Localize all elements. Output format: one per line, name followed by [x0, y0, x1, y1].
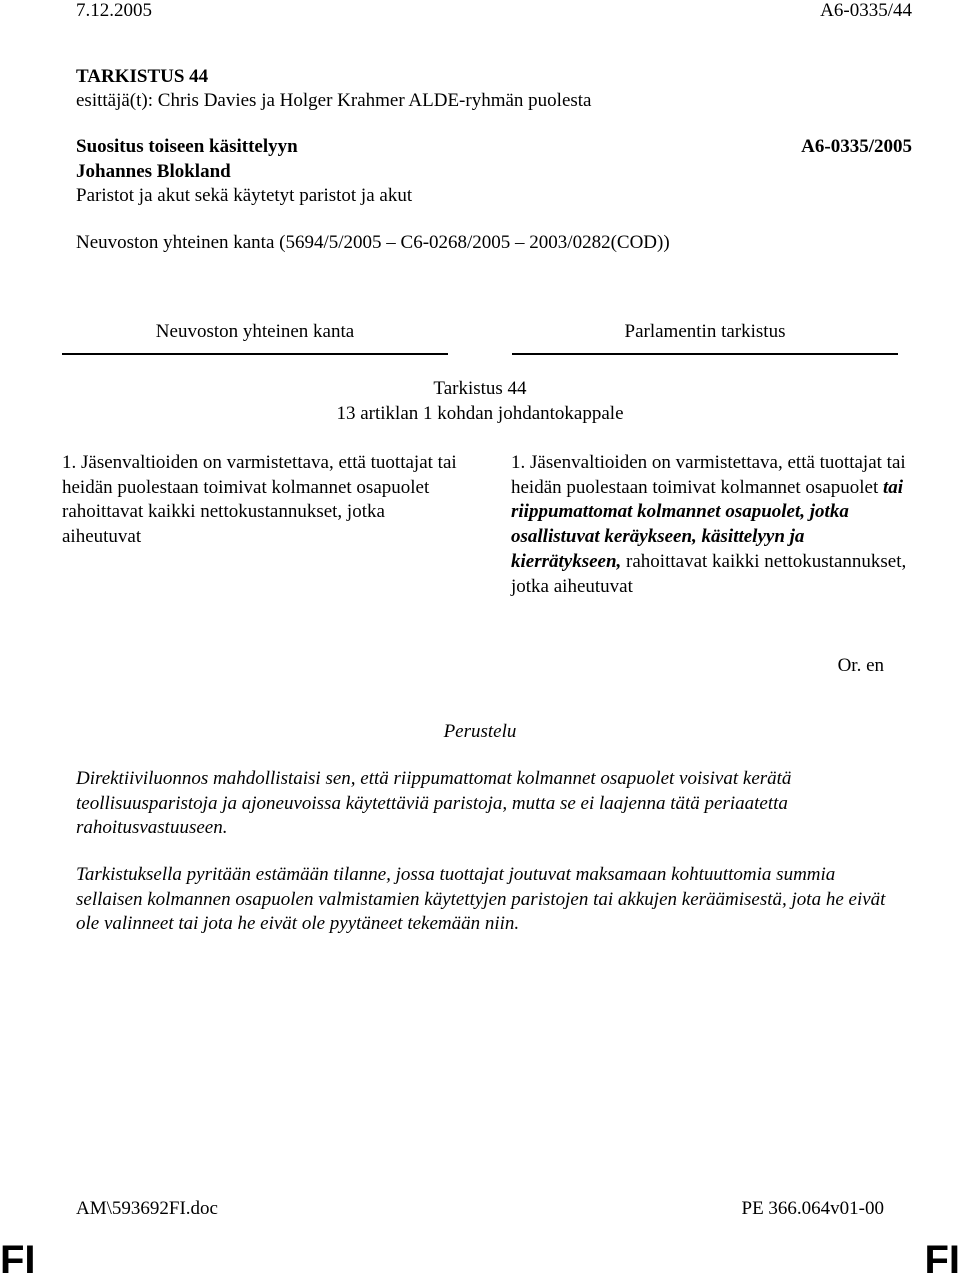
- language-code-left: FI: [0, 1238, 36, 1282]
- right-column-header: Parlamentin tarkistus: [624, 321, 786, 342]
- report-subject: Paristot ja akut sekä käytetyt paristot ja akut: [76, 185, 413, 206]
- left-header-rule: [62, 353, 448, 355]
- justification-paragraph-1: Direktiiviluonnos mahdollistaisi sen, että riippumattomat kolmannet osapuolet voisivat kerätä teollisuusparistoja ja ajoneuvoissa käytettäviä paristoja, mutta se ei laajenna tätä periaatetta rahoitusvastuuseen.: [76, 768, 792, 838]
- header-date: 7.12.2005: [76, 0, 152, 21]
- left-column-header: Neuvoston yhteinen kanta: [155, 321, 355, 342]
- justification-paragraph-2: Tarkistuksella pyritään estämään tilanne, jossa tuottajat joutuvat maksamaan kohtuuttomia summia sellaisen kolmannen osapuolen valmistamien käytettyjen paristojen tai akkujen keräämisestä, jota he eivät ole valinneet tai jota he eivät ole pyytäneet tekemään niin.: [76, 864, 886, 934]
- parliament-text: [511, 451, 911, 599]
- right-header-rule: [512, 353, 898, 355]
- amendment-tabled-by: esittäjä(t): Chris Davies ja Holger Krahmer ALDE-ryhmän puolesta: [76, 90, 592, 111]
- rapporteur-name: Johannes Blokland: [76, 161, 231, 182]
- council-position: Neuvoston yhteinen kanta (5694/5/2005 – C6-0268/2005 – 2003/0282(COD)): [76, 232, 670, 253]
- parliament-text-change: tai riippumattomat kolmannet osapuolet, jotka osallistuvat keräykseen, käsittelyyn ja kierrätykseen,: [511, 476, 904, 572]
- language-code-right: FI: [924, 1238, 960, 1282]
- parliament-text-end: rahoittavat kaikki nettokustannukset, jotka aiheutuvat: [511, 550, 907, 597]
- amendment-title: TARKISTUS 44: [76, 66, 209, 87]
- original-language: Or. en: [837, 655, 884, 676]
- header-reference: A6-0335/44: [820, 0, 912, 21]
- footer-document: AM\593692FI.doc: [76, 1198, 218, 1219]
- footer-pe-number: PE 366.064v01-00: [741, 1198, 884, 1219]
- amendment-article: 13 artiklan 1 kohdan johdantokappale: [336, 403, 624, 424]
- recommendation-reference: A6-0335/2005: [801, 136, 912, 157]
- amendment-number: Tarkistus 44: [433, 378, 527, 399]
- council-text: 1. Jäsenvaltioiden on varmistettava, että tuottajat tai heidän puolestaan toimivat kolmannet osapuolet rahoittavat kaikki nettokustannukset, jotka aiheutuvat: [62, 452, 457, 548]
- parliament-text-start: 1. Jäsenvaltioiden on varmistettava, että tuottajat tai heidän puolestaan toimivat kolmannet osapuolet: [511, 452, 906, 498]
- recommendation-title: Suositus toiseen käsittelyyn: [76, 136, 298, 157]
- justification-title: Perustelu: [443, 721, 517, 742]
